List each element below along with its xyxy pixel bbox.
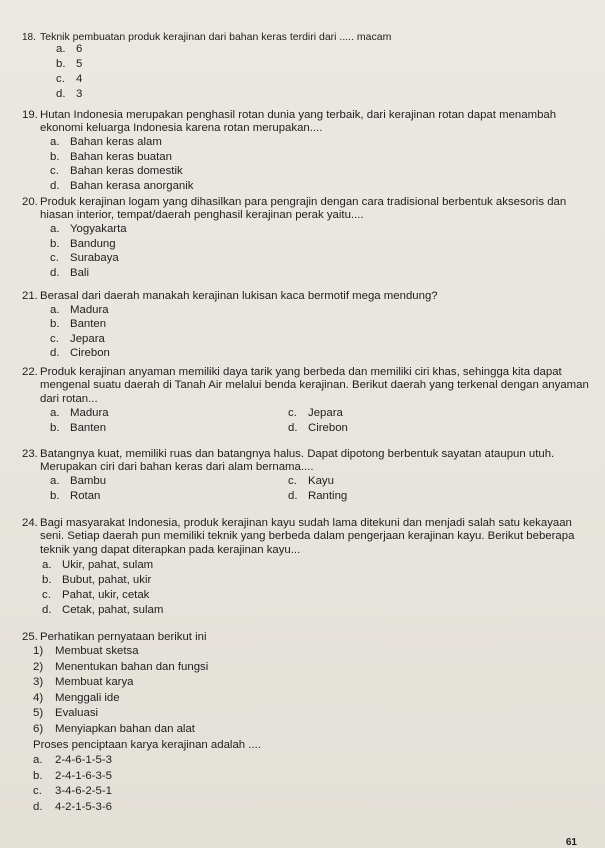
options [50,475,592,504]
question-number: 18. [22,32,36,43]
options [56,42,592,102]
question-number: 21. [22,290,38,302]
option-a[interactable]: a. Bambu [50,475,107,488]
option-b[interactable]: b. 2-4-1-6-3-5 [33,769,112,782]
question-23 [22,448,592,504]
question-text: Produk kerajinan logam yang dihasilkan para pengrajin dengan cara tradisional berbentuk aksesoris dan hiasan interior, tempat/daerah penghasil kerajinan perak yaitu.... [40,196,567,222]
option-a[interactable]: a. Ukir, pahat, sulam [42,559,154,572]
statement-1: 1) Membuat sketsa [33,645,139,658]
question-text: Perhatikan pernyataan berikut ini [40,631,207,643]
question-text: Teknik pembuatan produk kerajinan dari bahan keras terdiri dari ..... macam [40,31,392,43]
option-d[interactable]: d. Bali [50,266,89,279]
statement-3: 3) Membuat karya [33,676,134,689]
options [33,753,592,815]
option-b[interactable]: b. Banten [50,421,107,434]
option-b[interactable]: b. Rotan [50,490,101,503]
question-19 [22,109,592,194]
question-20 [22,196,592,281]
option-b[interactable]: b. Bahan keras buatan [50,150,172,163]
question-text: Batangnya kuat, memiliki ruas dan batangnya halus. Dapat dipotong berbentuk sayatan ataupun utuh. Merupakan ciri dari bahan keras dari alam bernama.... [40,448,555,474]
options [50,223,592,281]
statement-4: 4) Menggali ide [33,691,120,704]
option-c[interactable]: c. Jepara [288,406,343,419]
statement-2: 2) Menentukan bahan dan fungsi [33,660,209,673]
statement-5: 5) Evaluasi [33,707,99,720]
option-b[interactable]: b. Bubut, pahat, ukir [42,574,152,587]
option-a[interactable]: a. Madura [50,406,109,419]
option-a[interactable]: a. Madura [50,303,109,316]
option-c[interactable]: c. Pahat, ukir, cetak [42,589,150,602]
option-b[interactable]: b. Bandung [50,237,116,250]
option-a[interactable]: a. Yogyakarta [50,223,127,236]
option-c[interactable]: c. Surabaya [50,252,119,265]
options [50,136,592,194]
option-b[interactable]: b. 5 [56,58,83,71]
options [42,558,592,618]
option-d[interactable]: d. Bahan kerasa anorganik [50,179,194,192]
question-number: 25. [22,631,38,643]
option-a[interactable]: a. Bahan keras alam [50,136,162,149]
option-d[interactable]: d. Cirebon [50,347,110,360]
option-c[interactable]: c. Kayu [288,475,334,488]
question-22 [22,366,592,435]
question-number: 19. [22,109,38,121]
option-a[interactable]: a. 2-4-6-1-5-3 [33,754,112,767]
question-prompt: Proses penciptaan karya kerajinan adalah .... [33,738,261,751]
statement-list [33,644,592,737]
question-24 [22,517,592,618]
question-text: Bagi masyarakat Indonesia, produk kerajinan kayu sudah lama ditekuni dan menjadi salah satu kekayaan seni. Setiap daerah pun memiliki teknik yang berbeda dalam pengerjaan kerajinan kayu. Berikut beberapa teknik yang dapat diterapkan pada kerajinan kayu... [40,517,575,556]
option-a[interactable]: a. 6 [56,43,83,56]
option-d[interactable]: d. 4-2-1-5-3-6 [33,800,112,813]
question-21 [22,290,592,361]
option-c[interactable]: c. 3-4-6-2-5-1 [33,785,112,798]
options [50,406,592,435]
option-b[interactable]: b. Banten [50,318,107,331]
option-d[interactable]: d. Cetak, pahat, sulam [42,604,164,617]
option-c[interactable]: c. Jepara [50,332,105,345]
question-number: 24. [22,517,38,529]
option-d[interactable]: d. 3 [56,88,83,101]
question-text: Produk kerajinan anyaman memiliki daya tarik yang berbeda dan memiliki ciri khas, sehingga kita dapat mengenal suatu daerah di Tanah Air melalui benda kerajinan. Berikut daerah yang terkenal dengan anyaman dari rotan... [40,366,589,405]
question-25 [22,631,592,815]
question-18 [22,31,592,102]
statement-6: 6) Menyiapkan bahan dan alat [33,722,195,735]
option-c[interactable]: c. Bahan keras domestik [50,165,183,178]
option-c[interactable]: c. 4 [56,73,83,86]
option-d[interactable]: d. Cirebon [288,421,348,434]
question-text: Hutan Indonesia merupakan penghasil rotan dunia yang terbaik, dari kerajinan rotan dapat menambah ekonomi keluarga Indonesia karena rotan merupakan.... [40,109,557,135]
options [50,303,592,361]
question-number: 20. [22,196,38,208]
page-number: 61 [565,837,577,848]
question-number: 23. [22,448,38,460]
question-number: 22. [22,366,38,378]
question-text: Berasal dari daerah manakah kerajinan lukisan kaca bermotif mega mendung? [40,290,438,302]
option-d[interactable]: d. Ranting [288,490,348,503]
